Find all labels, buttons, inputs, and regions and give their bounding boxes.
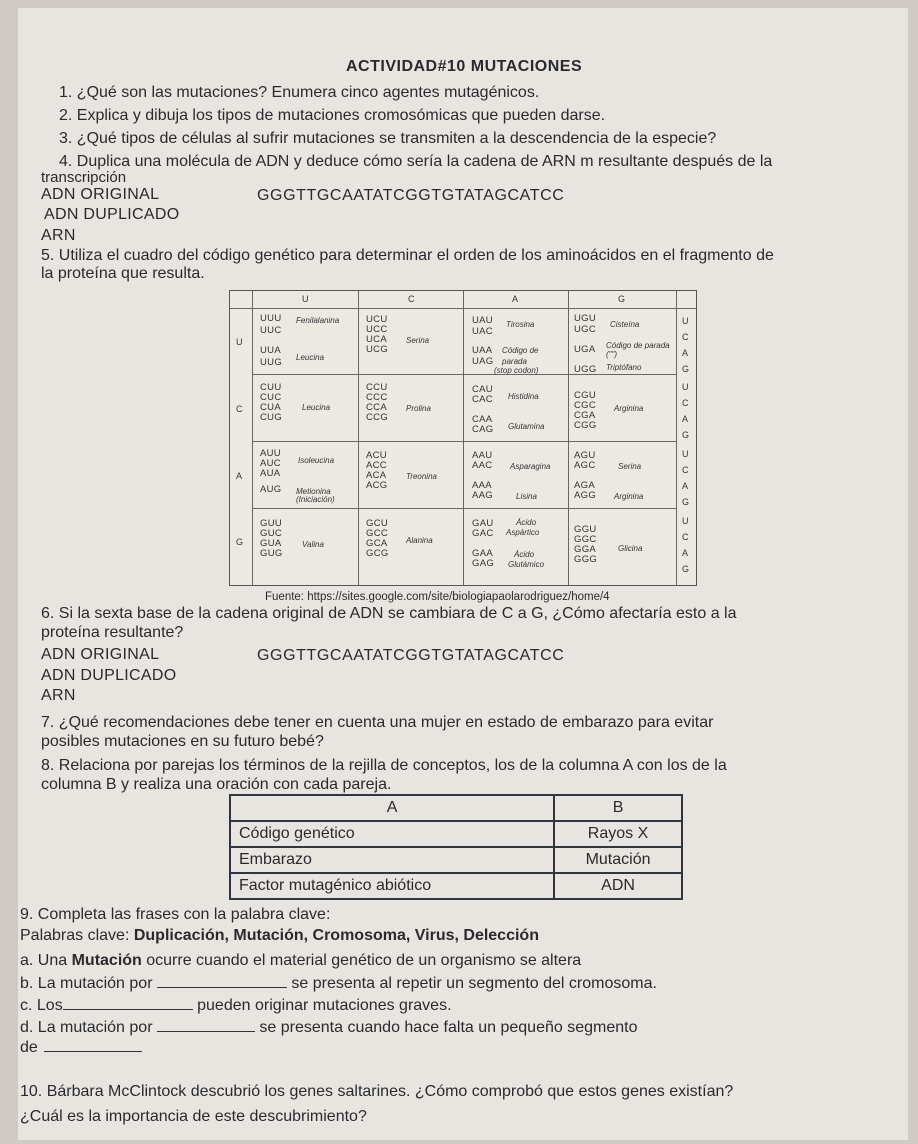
concept-b-cell: ADN [554,873,682,899]
aa-serina-a: Serina [618,462,642,471]
col-header-a: A [512,294,519,304]
codons-ga: GAU GAC GAA GAG [472,518,495,569]
question-7-line2: posibles mutaciones en su futuro bebé? [41,733,324,750]
aa-acido-1: Ácido [516,518,537,527]
concept-a-cell: Código genético [230,821,554,847]
third-letters-g: U C A G [682,516,690,574]
question-9a: a. Una Mutación ocurre cuando el material genético de un organismo se altera [20,952,582,969]
concept-a-cell: Factor mutagénico abiótico [230,873,554,899]
aa-leucina-u: Leucina [296,353,325,362]
aa-prolina: Prolina [406,404,431,413]
aa-triptofano: Triptófano [606,363,642,372]
question-9c: c. Los pueden originar mutaciones graves. [20,997,452,1014]
arn-label-2: ARN [41,687,76,704]
codons-uc: UCU UCC UCA UCG [366,314,389,355]
question-4-line2: transcripción [41,169,127,186]
aa-stop-ua: Código de parada [502,346,539,366]
col-header-c: C [408,294,415,304]
concept-table [229,794,683,900]
question-5-line2: la proteína que resulta. [41,265,205,282]
col-header-u: U [302,294,309,304]
codons-ac: ACU ACC ACA ACG [366,450,388,491]
aa-arginina-c: Arginina [614,404,644,413]
question-4-line1: 4. Duplica una molécula de ADN y deduce cómo sería la cadena de ARN m resultante después de la [59,153,773,170]
third-letters-c: U C A G [682,382,690,440]
concept-a-cell: Embarazo [230,847,554,873]
arn-label: ARN [41,227,76,244]
aa-isoleucina: Isoleucina [298,456,335,465]
codons-aa: AAU AAC AAA AAG [472,450,493,501]
question-7-line1: 7. ¿Qué recomendaciones debe tener en cuenta una mujer en estado de embarazo para evitar [41,714,714,731]
aa-stop-ug: Código de parada ("") [606,341,670,359]
question-8-line1: 8. Relaciona por parejas los términos de la rejilla de conceptos, los de la columna A con los de la [41,757,727,774]
table-row [230,847,682,873]
blank-9d-2[interactable] [44,1038,142,1052]
blank-9d-1[interactable] [157,1018,255,1032]
question-9d-line2: de [20,1038,142,1057]
concept-header-b: B [554,795,682,821]
question-3: 3. ¿Qué tipos de células al sufrir mutaciones se transmiten a la descendencia de la especie? [59,130,717,147]
aa-serina-u: Serina [406,336,430,345]
codons-gu: GUU GUC GUA GUG [260,518,283,559]
aa-fenilalanina: Fenilalanina [296,316,340,325]
third-letters-u: U C A G [682,316,690,374]
concept-b-cell: Mutación [554,847,682,873]
aa-valina: Valina [302,540,324,549]
row-header-a: A [236,471,243,481]
aa-lisina: Lisina [516,492,537,501]
page-title: ACTIVIDAD#10 MUTACIONES [346,58,583,75]
adn-original-label: ADN ORIGINAL [41,186,160,203]
aa-leucina-c: Leucina [302,403,331,412]
concept-header-a: A [230,795,554,821]
aa-metionina: Metionina [296,487,331,496]
table-row [230,821,682,847]
codons-cc: CCU CCC CCA CCG [366,382,389,423]
aa-acido-2: Ácido [514,550,535,559]
table-row [230,873,682,899]
aa-glicina: Glicina [618,544,643,553]
adn-original-label-2: ADN ORIGINAL [41,646,160,663]
row-header-u: U [236,337,243,347]
adn-sequence-2: GGGTTGCAATATCGGTGTATAGCATCC [257,647,565,664]
adn-sequence: GGGTTGCAATATCGGTGTATAGCATCC [257,187,565,204]
aa-aspartico: Aspártico [506,528,540,537]
aa-asparagina: Asparagina [510,462,551,471]
aa-histidina: Histidina [508,392,539,401]
question-8-line2: columna B y realiza una oración con cada pareja. [41,776,392,793]
question-1: 1. ¿Qué son las mutaciones? Enumera cinco agentes mutagénicos. [59,84,540,101]
aa-tirosina: Tirosina [506,320,535,329]
adn-duplicado-label: ADN DUPLICADO [44,206,180,223]
question-2: 2. Explica y dibuja los tipos de mutaciones cromosómicas que pueden darse. [59,107,606,124]
codons-ug: UGU UGC UGA UGG [574,313,597,375]
aa-iniciacion: (Iniciación) [296,495,335,504]
question-9b: b. La mutación por se presenta al repetir un segmento del cromosoma. [20,975,657,992]
codons-au: AUU AUC AUA AUG [260,448,282,495]
aa-treonina: Treonina [406,472,437,481]
codons-cu: CUU CUC CUA CUG [260,382,283,423]
question-5-line1: 5. Utiliza el cuadro del código genético para determinar el orden de los aminoácidos en el fragmento de [41,247,774,264]
codons-gg: GGU GGC GGA GGG [574,524,598,565]
aa-glutamina: Glutamina [508,422,545,431]
aa-alanina: Alanina [406,536,433,545]
aa-cisteina: Cisteína [610,320,640,329]
codons-ag: AGU AGC AGA AGG [574,450,597,501]
concept-b-cell: Rayos X [554,821,682,847]
question-9: 9. Completa las frases con la palabra clave: [20,906,331,923]
codons-ca: CAU CAC CAA CAG [472,384,494,435]
row-header-c: C [236,404,243,414]
table-source: Fuente: https://sites.google.com/site/biologiapaolarodriguez/home/4 [265,591,610,603]
col-header-g: G [618,294,626,304]
codons-uu: UUU UUC UUA UUG [260,313,283,368]
blank-9c[interactable] [63,996,193,1010]
question-10-line2: ¿Cuál es la importancia de este descubrimiento? [20,1108,367,1125]
row-header-g: G [236,537,244,547]
question-6-line2: proteína resultante? [41,624,184,641]
question-9d: d. La mutación por se presenta cuando hace falta un pequeño segmento [20,1019,638,1036]
genetic-code-table [229,290,697,586]
keywords-label: Palabras clave: [20,927,134,944]
third-letters-a: U C A G [682,449,690,507]
keywords-list: Duplicación, Mutación, Cromosoma, Virus, Delección [133,927,539,944]
question-10-line1: 10. Bárbara McClintock descubrió los genes saltarines. ¿Cómo comprobó que estos genes existían? [20,1083,734,1100]
codons-cg: CGU CGC CGA CGG [574,390,597,431]
codons-ua: UAU UAC UAA UAG [472,315,494,367]
keywords-line [20,926,539,945]
aa-stop-codon: (stop codon) [494,366,539,375]
aa-glutamico: Glutámico [508,560,545,569]
blank-9b[interactable] [157,974,287,988]
adn-duplicado-label-2: ADN DUPLICADO [41,667,177,684]
question-6-line1: 6. Si la sexta base de la cadena original de ADN se cambiara de C a G, ¿Cómo afectaría esto a la [41,605,737,622]
codons-gc: GCU GCC GCA GCG [366,518,389,559]
aa-arginina-a: Arginina [614,492,644,501]
